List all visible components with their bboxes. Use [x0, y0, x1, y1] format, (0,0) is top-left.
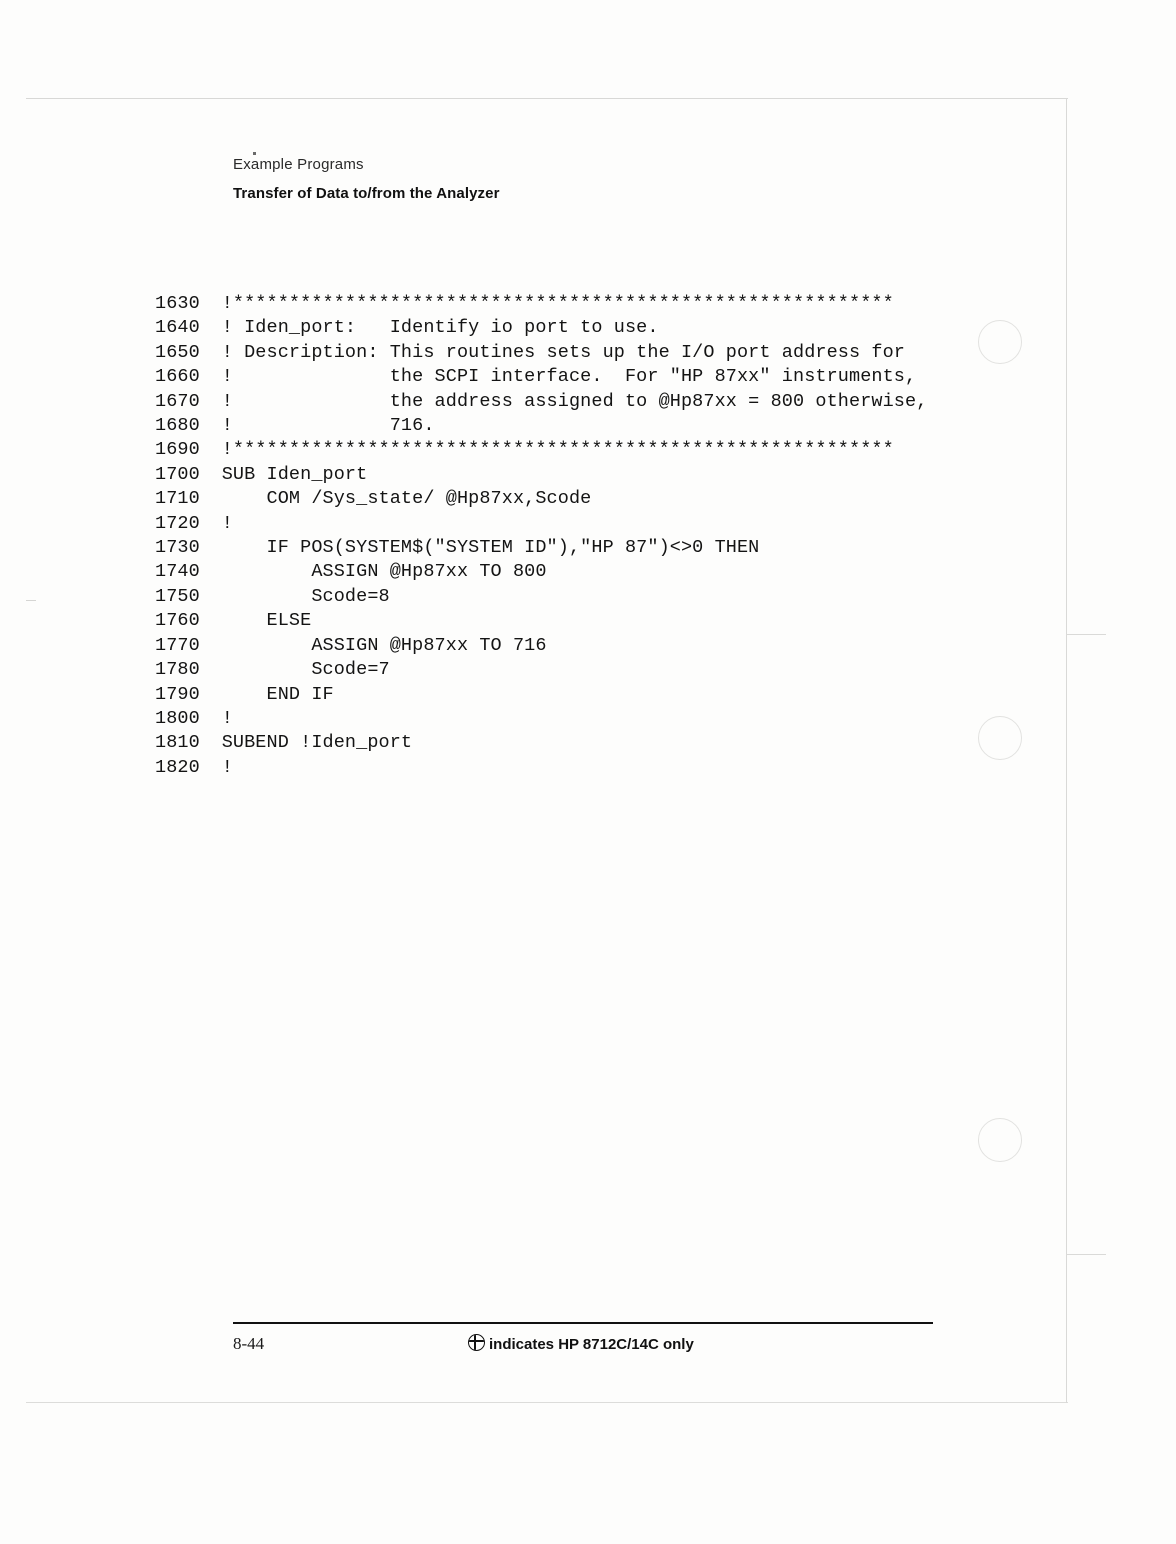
header-chapter-title: Example Programs: [233, 156, 364, 173]
footer-note: [468, 1334, 694, 1353]
binder-hole: [978, 716, 1022, 760]
code-line: [155, 756, 927, 780]
code-line-number: 1780: [155, 659, 200, 681]
code-line-text: !: [210, 512, 233, 534]
code-line-number: 1760: [155, 610, 200, 632]
code-line-text: ! Iden_port: Identify io port to use.: [210, 317, 659, 339]
code-line-text: !***********************************************************: [210, 293, 894, 314]
code-line-number: 1720: [155, 512, 200, 534]
code-line-text: ! Description: This routines sets up the I/O port address for: [210, 341, 906, 363]
code-line-text: !***********************************************************: [210, 439, 894, 461]
code-line: [155, 634, 927, 658]
header-section-title: Transfer of Data to/from the Analyzer: [233, 185, 500, 202]
code-line: [155, 512, 927, 536]
code-line-text: ! the address assigned to @Hp87xx = 800 otherwise,: [210, 390, 928, 412]
code-line: [155, 658, 927, 682]
code-line-text: !: [210, 756, 233, 778]
code-line: [155, 683, 927, 707]
page-edge-right: [1066, 98, 1067, 1403]
code-line-text: SUB Iden_port: [210, 463, 368, 485]
code-line-number: 1680: [155, 415, 200, 437]
code-line-number: 1690: [155, 439, 200, 461]
code-line-number: 1670: [155, 390, 200, 412]
page-edge-bottom: [26, 1402, 1068, 1403]
code-line: [155, 292, 927, 316]
binder-hole: [978, 1118, 1022, 1162]
code-line-number: 1800: [155, 707, 200, 729]
code-line-text: END IF: [210, 683, 334, 705]
code-line-text: !: [210, 707, 233, 729]
code-line-text: COM /Sys_state/ @Hp87xx,Scode: [210, 488, 592, 510]
page-edge-top: [26, 98, 1068, 99]
code-line: [155, 341, 927, 365]
page-header: [233, 155, 933, 205]
code-line-number: 1700: [155, 463, 200, 485]
page-tick-right-upper: [1066, 634, 1106, 635]
code-line-text: ASSIGN @Hp87xx TO 800: [210, 561, 547, 583]
footer-divider: [233, 1322, 933, 1324]
page-tick-right-lower: [1066, 1254, 1106, 1255]
code-line-number: 1750: [155, 585, 200, 607]
code-listing: [155, 292, 927, 780]
code-line-text: ! the SCPI interface. For "HP 87xx" instruments,: [210, 366, 917, 388]
code-line-number: 1810: [155, 732, 200, 754]
globe-icon: [468, 1334, 485, 1351]
binder-hole: [978, 320, 1022, 364]
code-line-text: IF POS(SYSTEM$("SYSTEM ID"),"HP 87")<>0 THEN: [210, 537, 760, 559]
code-line: [155, 316, 927, 340]
code-line: [155, 390, 927, 414]
code-line-text: ELSE: [210, 610, 312, 632]
code-line-text: Scode=8: [210, 585, 390, 607]
code-line-number: 1740: [155, 561, 200, 583]
code-line-number: 1660: [155, 366, 200, 388]
code-line: [155, 707, 927, 731]
code-line-text: ! 716.: [210, 415, 435, 437]
code-line-number: 1630: [155, 293, 200, 314]
code-line-number: 1730: [155, 537, 200, 559]
code-line: [155, 414, 927, 438]
code-line: [155, 731, 927, 755]
code-line-number: 1640: [155, 317, 200, 339]
code-line-number: 1710: [155, 488, 200, 510]
page-number: 8-44: [233, 1334, 265, 1353]
page-tick-left: [26, 600, 36, 601]
code-line-text: ASSIGN @Hp87xx TO 716: [210, 634, 547, 656]
code-line-text: Scode=7: [210, 659, 390, 681]
code-line-text: SUBEND !Iden_port: [210, 732, 413, 754]
code-line-number: 1770: [155, 634, 200, 656]
code-line: [155, 438, 927, 462]
code-line-number: 1650: [155, 341, 200, 363]
code-line: [155, 463, 927, 487]
code-line-number: 1820: [155, 756, 200, 778]
footer-note-text: indicates HP 8712C/14C only: [489, 1336, 694, 1353]
code-line: [155, 609, 927, 633]
code-line: [155, 536, 927, 560]
page-footer: [233, 1330, 933, 1360]
code-line: [155, 585, 927, 609]
code-line: [155, 560, 927, 584]
code-line: [155, 487, 927, 511]
code-line: [155, 365, 927, 389]
code-line-number: 1790: [155, 683, 200, 705]
